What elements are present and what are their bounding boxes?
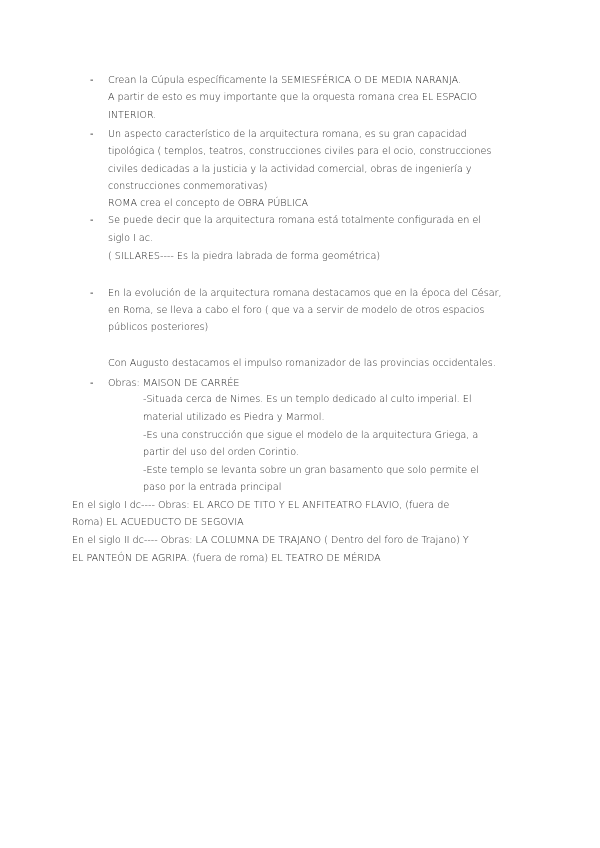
text-line: públicos posteriores) xyxy=(108,322,209,333)
text-line: En el siglo II dc---- Obras: LA COLUMNA DE TRAJANO ( Dentro del foro de Trajano) Y xyxy=(72,535,469,546)
text-line: Con Augusto destacamos el impulso romanizador de las provincias occidentales. xyxy=(108,358,496,369)
text-line: civiles dedicadas a la justicia y la actividad comercial, obras de ingeniería y xyxy=(108,164,472,175)
text-line: En el siglo I dc---- Obras: EL ARCO DE TITO Y EL ANFITEATRO FLAVIO, (fuera de xyxy=(72,500,450,511)
text-line: -Situada cerca de Nimes. Es un templo dedicado al culto imperial. El xyxy=(143,394,472,405)
bullet-marker: - xyxy=(90,129,94,140)
text-line: INTERIOR. xyxy=(108,110,157,121)
text-line: Se puede decir que la arquitectura romana está totalmente configurada en el xyxy=(108,215,481,226)
text-line: Un aspecto característico de la arquitectura romana, es su gran capacidad xyxy=(108,129,467,140)
text-line: material utilizado es Piedra y Marmol. xyxy=(143,412,325,423)
text-line: En la evolución de la arquitectura romana destacamos que en la época del César, xyxy=(108,288,502,299)
text-line: ( SILLARES---- Es la piedra labrada de forma geométrica) xyxy=(108,251,381,262)
text-line: en Roma, se lleva a cabo el foro ( que va a servir de modelo de otros espacios xyxy=(108,305,485,316)
text-line: Obras: MAISON DE CARRÉE xyxy=(108,378,240,389)
text-line: Roma) EL ACUEDUCTO DE SEGOVIA xyxy=(72,517,244,528)
text-line: partir del uso del orden Corintio. xyxy=(143,447,299,458)
text-line: paso por la entrada principal xyxy=(143,482,282,493)
text-line: siglo I ac. xyxy=(108,233,154,244)
text-line: ROMA crea el concepto de OBRA PÚBLICA xyxy=(108,198,309,209)
text-line: tipológica ( templos, teatros, construcciones civiles para el ocio, construcciones xyxy=(108,146,492,157)
text-line: EL PANTEÓN DE AGRIPA. (fuera de roma) EL TEATRO DE MÉRIDA xyxy=(72,553,381,564)
text-line: -Es una construcción que sigue el modelo de la arquitectura Griega, a xyxy=(143,430,479,441)
bullet-marker: - xyxy=(90,378,94,389)
text-line: A partir de esto es muy importante que la orquesta romana crea EL ESPACIO xyxy=(108,92,478,103)
text-line: construcciones conmemorativas) xyxy=(108,181,268,192)
bullet-marker: - xyxy=(90,288,94,299)
bullet-marker: - xyxy=(90,75,94,86)
text-line: Crean la Cúpula específicamente la SEMIESFÉRICA O DE MEDIA NARANJA. xyxy=(108,75,462,86)
text-line: -Este templo se levanta sobre un gran basamento que solo permite el xyxy=(143,465,479,476)
bullet-marker: - xyxy=(90,215,94,226)
